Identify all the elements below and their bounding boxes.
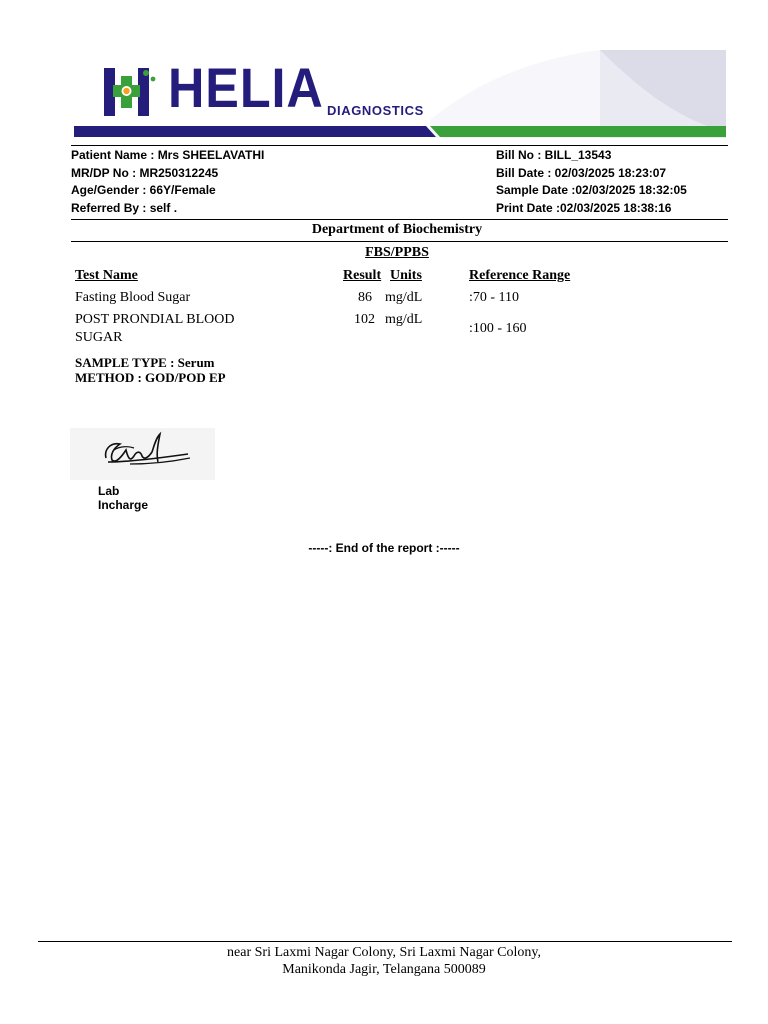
header-band [74,126,726,137]
signatory-line2: Incharge [98,498,149,512]
row-reference-range: :100 - 160 [469,321,527,336]
row-result: 86 [358,290,372,305]
header-test-name: Test Name [75,268,138,283]
sample-date: Sample Date :02/03/2025 18:32:05 [496,183,687,197]
footer-address [0,944,768,978]
signatory-line1: Lab [98,484,120,498]
signatory-label [98,484,148,512]
row-reference-range: :70 - 110 [469,290,520,305]
panel-title: FBS/PPBS [365,245,429,260]
end-of-report: -----: End of the report :----- [308,541,460,555]
bill-number: Bill No : BILL_13543 [496,148,612,162]
department-title: Department of Biochemistry [311,222,483,237]
brand-name: HELIA [168,56,324,119]
sample-type: SAMPLE TYPE : Serum [75,355,215,370]
method: METHOD : GOD/POD EP [75,370,226,385]
referred-by: Referred By : self . [71,200,178,215]
info-rule [71,219,728,220]
address-line1: near Sri Laxmi Nagar Colony, Sri Laxmi Nagar Colony, [227,945,541,960]
row-units: mg/dL [385,312,423,327]
patient-name: Patient Name : Mrs SHEELAVATHI [71,148,265,162]
mrdp-number: MR/DP No : MR250312245 [71,165,219,180]
bill-info [496,147,687,217]
signature-image [70,428,215,480]
bill-date: Bill Date : 02/03/2025 18:23:07 [496,165,667,180]
age-gender: Age/Gender : 66Y/Female [71,183,216,197]
print-date: Print Date :02/03/2025 18:38:16 [496,200,672,215]
address-line2: Manikonda Jagir, Telangana 500089 [282,962,486,977]
header-rule [71,145,728,146]
header-units: Units [390,268,422,283]
row-units: mg/dL [385,290,423,305]
row-test-name-continued: SUGAR [75,330,123,345]
department-rule [71,241,728,242]
helia-logo-icon [104,68,158,116]
row-result: 102 [354,312,375,327]
header-reference-range: Reference Range [469,268,571,283]
patient-info [71,147,264,217]
footer-rule [38,941,732,942]
header-decoration [430,50,726,138]
row-test-name: Fasting Blood Sugar [75,290,191,305]
brand-subtitle: DIAGNOSTICS [327,103,424,118]
header-result: Result [343,268,382,283]
row-test-name: POST PRONDIAL BLOOD [75,312,235,327]
signature-scribble [70,428,215,480]
